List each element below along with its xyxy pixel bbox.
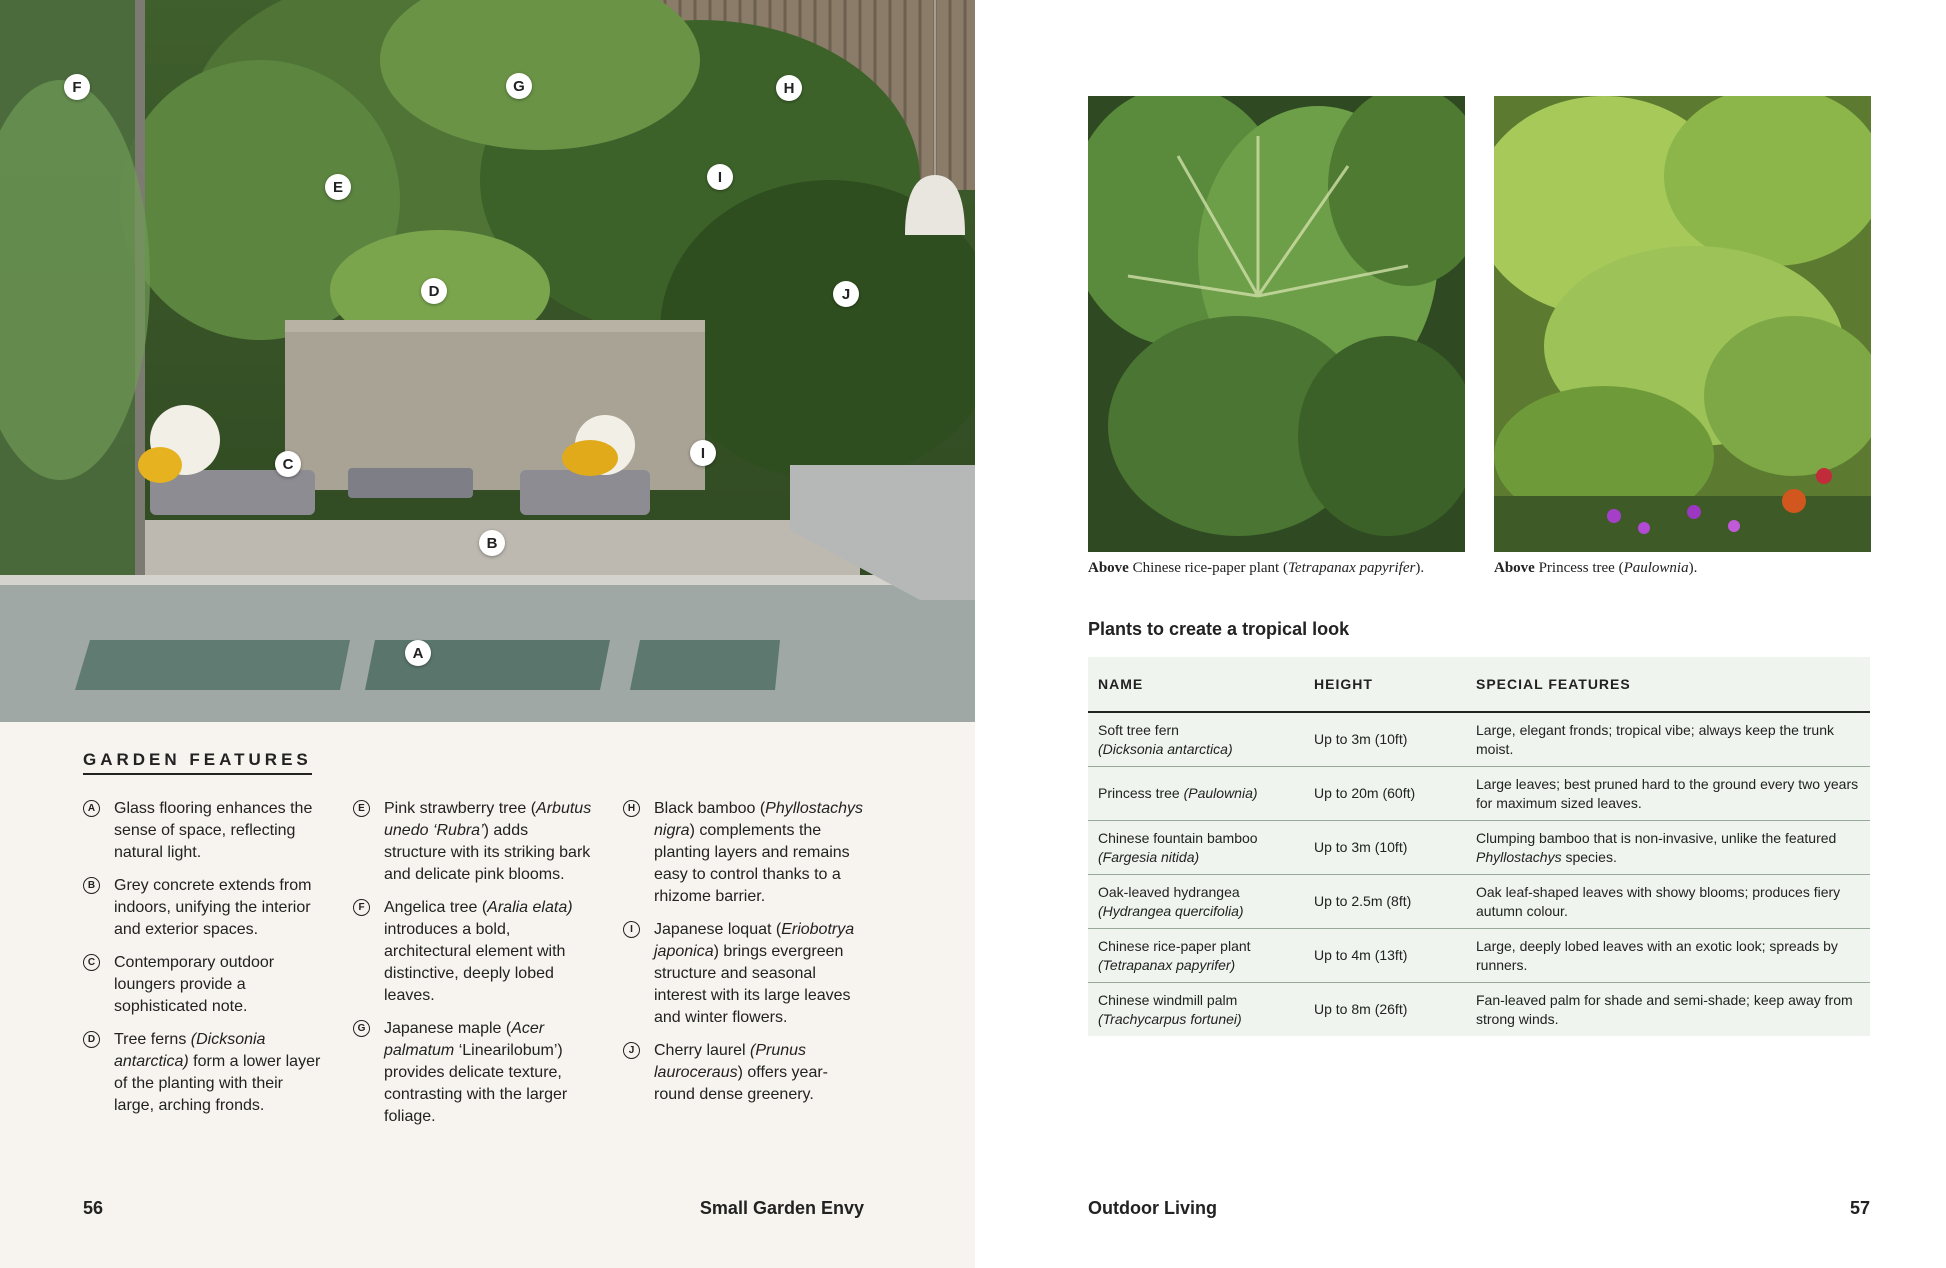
- plant-latin-name: (Dicksonia antarctica): [1098, 740, 1233, 757]
- plants-table-title: Plants to create a tropical look: [1088, 619, 1350, 639]
- caption-rice-paper-plant: [1088, 560, 1424, 577]
- cell-height: Up to 20m (60ft): [1304, 767, 1466, 821]
- photo-marker-b: B: [479, 530, 505, 556]
- feature-text-part: form a lower layer of the planting with their large, arching fronds.: [114, 1053, 321, 1114]
- princess-tree-illustration: [1494, 96, 1871, 552]
- feature-text: [654, 1042, 828, 1103]
- caption-princess-tree: [1494, 560, 1697, 577]
- feature-letter: H: [623, 800, 640, 817]
- cell-features: Large leaves; best pruned hard to the ground every two years for maximum sized leaves.: [1466, 767, 1870, 821]
- cell-height: Up to 3m (10ft): [1304, 712, 1466, 767]
- cell-name: [1088, 712, 1304, 767]
- table-header-row: [1088, 657, 1870, 712]
- feature-text-part: ) adds structure with its striking bark and delicate pink blooms.: [384, 822, 591, 883]
- feature-letter: J: [623, 1042, 640, 1059]
- table-row: [1088, 767, 1870, 821]
- features-text: Clumping bamboo that is non-invasive, unlike the featured: [1476, 829, 1837, 846]
- cell-height: Up to 2.5m (8ft): [1304, 875, 1466, 929]
- plant-latin-name: (Hydrangea quercifolia): [1098, 902, 1244, 919]
- caption-text: Princess tree (: [1534, 560, 1624, 576]
- feature-item-g: [353, 1018, 593, 1128]
- cell-name: [1088, 929, 1304, 983]
- plant-latin-name: (Fargesia nitida): [1098, 848, 1200, 865]
- cell-height: Up to 8m (26ft): [1314, 1001, 1408, 1017]
- cell-features: Large, deeply lobed leaves with an exotic look; spreads by runners.: [1466, 929, 1870, 983]
- table-row: [1088, 821, 1870, 875]
- features-text: species.: [1561, 848, 1617, 865]
- feature-text-part: ) brings evergreen structure and seasonal interest with its large leaves and winter flowers.: [654, 943, 851, 1026]
- plant-common-name: Soft tree fern: [1098, 721, 1179, 738]
- feature-text-part: Black bamboo (: [654, 800, 766, 817]
- cell-features: Large, elegant fronds; tropical vibe; always keep the trunk moist.: [1466, 712, 1870, 767]
- table-row: [1088, 875, 1870, 929]
- photo-marker-f: F: [64, 74, 90, 100]
- feature-item-f: [353, 897, 593, 1007]
- features-column-1: [83, 798, 323, 1128]
- folio-page-number-right: 57: [1849, 1198, 1870, 1218]
- feature-letter: A: [83, 800, 100, 817]
- feature-text-part: Japanese maple (: [384, 1020, 512, 1037]
- photo-marker-i: I: [707, 164, 733, 190]
- feature-text: [654, 921, 854, 1026]
- photo-marker-c: C: [275, 451, 301, 477]
- plant-common-name: Oak-leaved hydrangea: [1098, 883, 1240, 900]
- feature-latin-name: Phyllostachys nigra: [654, 800, 863, 839]
- feature-item-b: [83, 875, 323, 941]
- cell-name: [1088, 875, 1304, 929]
- features-column-3: [623, 798, 863, 1117]
- cell-features: Fan-leaved palm for shade and semi-shade; keep away from strong winds.: [1476, 991, 1853, 1027]
- caption-prefix: Above: [1494, 560, 1535, 576]
- garden-photo-illustration: [0, 0, 975, 722]
- feature-text-part: ) offers year-round dense greenery.: [654, 1064, 829, 1103]
- princess-tree-photo: [1494, 96, 1871, 552]
- folio-chapter-title: Outdoor Living: [1088, 1198, 1217, 1218]
- caption-latin-name: Paulownia: [1623, 560, 1689, 576]
- feature-text: [384, 800, 591, 883]
- feature-text-part: Tree ferns: [114, 1031, 191, 1048]
- feature-latin-name: Aralia elata): [487, 899, 573, 916]
- feature-latin-name: Acer palmatum: [384, 1020, 545, 1059]
- cell-name: [1088, 983, 1304, 1037]
- feature-text-part: Angelica tree (: [384, 899, 488, 916]
- feature-text: Contemporary outdoor loungers provide a sophisticated note.: [114, 954, 275, 1015]
- column-header-height: HEIGHT: [1304, 657, 1466, 712]
- feature-text: [114, 1031, 320, 1114]
- feature-text: Glass flooring enhances the sense of space, reflecting natural light.: [114, 800, 313, 861]
- feature-text-part: Cherry laurel: [654, 1042, 751, 1059]
- feature-text: Grey concrete extends from indoors, unifying the interior and exterior spaces.: [114, 877, 312, 938]
- feature-item-j: [623, 1040, 863, 1106]
- photo-marker-d: D: [421, 278, 447, 304]
- feature-letter: I: [623, 921, 640, 938]
- photo-marker-i-lower: I: [690, 440, 716, 466]
- feature-latin-name: (Prunus lauroceraus: [654, 1042, 807, 1081]
- feature-letter: F: [353, 899, 370, 916]
- feature-text-part: Japanese loquat (: [654, 921, 782, 938]
- folio-page-number-left: 56: [83, 1198, 104, 1218]
- cell-height: Up to 3m (10ft): [1304, 821, 1466, 875]
- plant-latin-name: (Tetrapanax papyrifer): [1098, 956, 1236, 973]
- rice-paper-plant-photo: [1088, 96, 1465, 552]
- plant-latin-name: (Paulownia): [1183, 785, 1258, 801]
- photo-marker-e: E: [325, 174, 351, 200]
- feature-item-d: [83, 1029, 323, 1117]
- column-header-name: NAME: [1088, 657, 1304, 712]
- feature-text-part: ‘Linearilobum’) provides delicate texture, contrasting with the larger foliage.: [384, 1042, 568, 1125]
- plant-common-name: Princess tree: [1098, 785, 1180, 801]
- caption-prefix: Above: [1088, 560, 1129, 576]
- cell-height: Up to 4m (13ft): [1304, 929, 1466, 983]
- feature-text-part: introduces a bold, architectural element with distinctive, deeply lobed leaves.: [384, 921, 566, 1004]
- cell-features: Oak leaf-shaped leaves with showy blooms; produces fiery autumn colour.: [1466, 875, 1870, 929]
- feature-item-c: [83, 952, 323, 1018]
- table-row: [1088, 712, 1870, 767]
- caption-latin-name: Tetrapanax papyrifer: [1287, 560, 1416, 576]
- feature-item-a: [83, 798, 323, 864]
- plant-latin-name: (Trachycarpus fortunei): [1098, 1010, 1242, 1027]
- cell-name: [1088, 821, 1304, 875]
- feature-item-h: [623, 798, 863, 908]
- photo-marker-a: A: [405, 640, 431, 666]
- features-latin-name: Phyllostachys: [1476, 848, 1562, 865]
- feature-letter: C: [83, 954, 100, 971]
- feature-letter: B: [83, 877, 100, 894]
- table-row: [1088, 983, 1870, 1037]
- column-header-special-features: SPECIAL FEATURES: [1466, 657, 1870, 712]
- feature-text: [384, 899, 573, 1004]
- feature-text-part: Pink strawberry tree (: [384, 800, 537, 817]
- photo-marker-g: G: [506, 73, 532, 99]
- photo-marker-h: H: [776, 75, 802, 101]
- plant-common-name: Chinese fountain bamboo: [1098, 829, 1258, 846]
- features-column-2: [353, 798, 593, 1139]
- caption-text: ).: [1688, 560, 1698, 576]
- feature-text-part: ) complements the planting layers and remains easy to control thanks to a rhizome barrier.: [654, 822, 850, 905]
- plant-common-name: Chinese windmill palm: [1098, 991, 1238, 1008]
- caption-text: Chinese rice-paper plant (: [1128, 560, 1288, 576]
- garden-photo: [0, 0, 975, 722]
- feature-letter: G: [353, 1020, 370, 1037]
- feature-item-i: [623, 919, 863, 1029]
- feature-text: [654, 800, 863, 905]
- cell-features: [1466, 821, 1870, 875]
- caption-text: ).: [1415, 560, 1425, 576]
- feature-latin-name: Eriobotrya japonica: [654, 921, 855, 960]
- photo-marker-j: J: [833, 281, 859, 307]
- feature-letter: D: [83, 1031, 100, 1048]
- folio-book-title: Small Garden Envy: [699, 1198, 864, 1218]
- feature-text: [384, 1020, 567, 1125]
- feature-latin-name: (Dicksonia antarctica): [114, 1031, 266, 1070]
- rice-paper-plant-illustration: [1088, 96, 1465, 552]
- plant-common-name: Chinese rice-paper plant: [1098, 937, 1251, 954]
- feature-letter: E: [353, 800, 370, 817]
- feature-latin-name: Arbutus unedo ‘Rubra’: [384, 800, 592, 839]
- cell-name: [1088, 767, 1304, 821]
- feature-item-e: [353, 798, 593, 886]
- table-row: [1088, 929, 1870, 983]
- garden-features-heading: GARDEN FEATURES: [83, 750, 312, 775]
- plants-table: [1088, 657, 1870, 1036]
